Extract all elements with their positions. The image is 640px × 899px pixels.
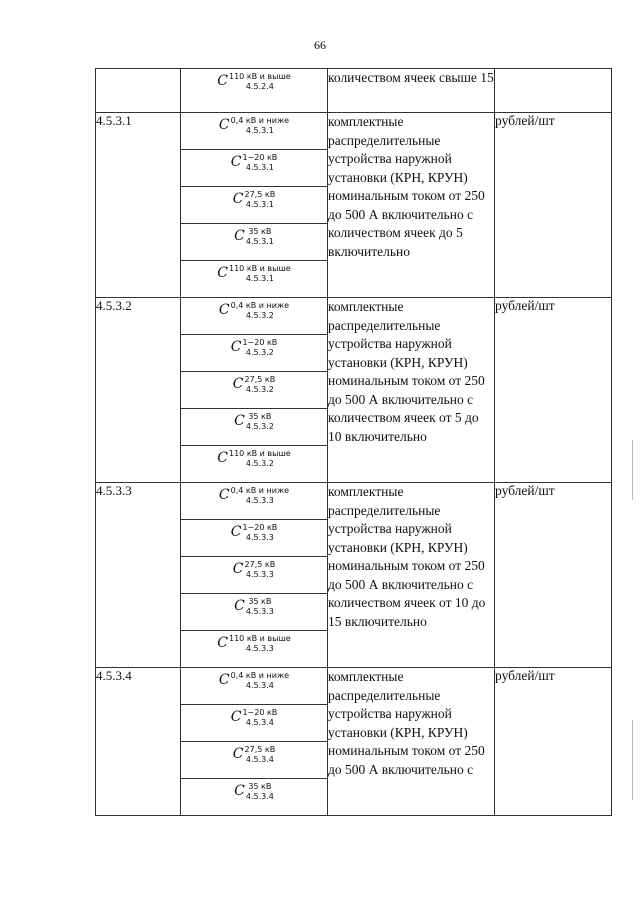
formula-cell xyxy=(181,779,328,816)
code-cell: 4.5.3.1 xyxy=(96,113,181,298)
formula-base: C xyxy=(218,117,230,133)
formula xyxy=(231,335,278,357)
formula xyxy=(219,298,289,320)
unit-cell: рублей/шт xyxy=(495,483,612,668)
formula xyxy=(219,668,289,690)
formula-base: C xyxy=(232,746,244,762)
formula-superscript: 0,4 кВ и ниже xyxy=(230,671,290,680)
formula-base: C xyxy=(230,524,242,540)
formula-cell xyxy=(181,705,328,742)
formula-cell xyxy=(181,113,328,150)
formula-superscript: 27,5 кВ xyxy=(244,745,276,754)
formula-cell xyxy=(181,742,328,779)
formula-cell xyxy=(181,668,328,705)
table-row-continuation xyxy=(96,69,612,113)
formula xyxy=(219,113,289,135)
formula-superscript: 35 кВ xyxy=(248,227,272,236)
formula-subscript: 4.5.3.4 xyxy=(245,755,274,764)
formula-cell xyxy=(181,520,328,557)
formula-subscript: 4.5.3.2 xyxy=(245,459,274,468)
formula-subscript: 4.5.3.1 xyxy=(245,237,274,246)
formula-subscript: 4.5.3.1 xyxy=(245,163,274,172)
formula-superscript: 110 кВ и выше xyxy=(229,634,291,643)
description-cell: комплектные распределительные устройства наружной установки (КРН, КРУН) номинальным током от 250 до 500 А включительно с количеством ячеек от 5 до 10 включительно xyxy=(328,298,495,483)
formula-subscript: 4.5.3.2 xyxy=(245,348,274,357)
formula-base: C xyxy=(217,73,228,89)
formula-subscript: 4.5.3.1 xyxy=(245,274,274,283)
formula-cell xyxy=(181,335,328,372)
formula-superscript: 35 кВ xyxy=(248,597,272,606)
formula xyxy=(234,409,274,431)
formula-superscript: 0,4 кВ и ниже xyxy=(230,486,290,495)
formula-subscript: 4.5.3.2 xyxy=(245,311,274,320)
formula-subscript: 4.5.3.3 xyxy=(245,496,274,505)
table-row xyxy=(96,298,612,335)
formula-superscript: 110 кВ и выше xyxy=(229,264,291,273)
formula-superscript: 35 кВ xyxy=(248,782,272,791)
tariff-table xyxy=(95,68,612,816)
unit-cell: рублей/шт xyxy=(495,668,612,816)
formula-superscript: 110 кВ и выше xyxy=(229,449,291,458)
formula xyxy=(217,631,290,653)
formula-subscript: 4.5.3.3 xyxy=(245,644,274,653)
formula-subscript: 4.5.3.2 xyxy=(245,422,274,431)
formula-base: C xyxy=(218,487,230,503)
formula-base: C xyxy=(230,154,242,170)
formula-superscript: 1−20 кВ xyxy=(242,523,278,532)
description-cell: количеством ячеек свыше 15 xyxy=(328,69,495,113)
formula-cell xyxy=(181,631,328,668)
scan-margin-line xyxy=(632,440,633,500)
formula-superscript: 35 кВ xyxy=(248,412,272,421)
formula xyxy=(234,594,274,616)
formula-cell xyxy=(181,446,328,483)
formula-cell xyxy=(181,483,328,520)
code-cell xyxy=(96,69,181,113)
formula-base: C xyxy=(230,709,242,725)
formula-base: C xyxy=(217,265,228,281)
formula xyxy=(233,557,275,579)
formula-subscript: 4.5.3.4 xyxy=(245,681,274,690)
code-cell: 4.5.3.2 xyxy=(96,298,181,483)
formula-cell xyxy=(181,187,328,224)
formula-superscript: 1−20 кВ xyxy=(242,338,278,347)
formula-subscript: 4.5.3.3 xyxy=(245,533,274,542)
unit-cell: рублей/шт xyxy=(495,113,612,298)
formula-base: C xyxy=(230,339,242,355)
code-cell: 4.5.3.4 xyxy=(96,668,181,816)
description-cell: комплектные распределительные устройства наружной установки (КРН, КРУН) номинальным током от 250 до 500 А включительно с xyxy=(328,668,495,816)
formula xyxy=(231,705,278,727)
unit-cell: рублей/шт xyxy=(495,298,612,483)
code-cell: 4.5.3.3 xyxy=(96,483,181,668)
formula-cell xyxy=(181,224,328,261)
formula-subscript: 4.5.3.4 xyxy=(245,718,274,727)
formula-base: C xyxy=(217,450,228,466)
formula-superscript: 110 кВ и выше xyxy=(229,72,291,81)
table-body xyxy=(96,69,612,816)
formula xyxy=(233,372,275,394)
formula-base: C xyxy=(217,635,228,651)
formula-base: C xyxy=(234,413,245,429)
formula-cell xyxy=(181,150,328,187)
table-row xyxy=(96,668,612,705)
formula xyxy=(231,520,278,542)
formula-cell xyxy=(181,372,328,409)
formula-cell xyxy=(181,594,328,631)
formula-base: C xyxy=(218,302,230,318)
formula-base: C xyxy=(234,783,245,799)
formula-subscript: 4.5.3.3 xyxy=(245,607,274,616)
formula-subscript: 4.5.3.3 xyxy=(245,570,274,579)
formula-superscript: 1−20 кВ xyxy=(242,153,278,162)
formula xyxy=(217,69,290,91)
formula xyxy=(233,742,275,764)
formula-superscript: 0,4 кВ и ниже xyxy=(230,301,290,310)
description-cell: комплектные распределительные устройства наружной установки (КРН, КРУН) номинальным током от 250 до 500 А включительно с количеством ячеек от 10 до 15 включительно xyxy=(328,483,495,668)
formula-superscript: 0,4 кВ и ниже xyxy=(230,116,290,125)
formula xyxy=(231,150,278,172)
formula-superscript: 27,5 кВ xyxy=(244,560,276,569)
formula-base: C xyxy=(232,561,244,577)
formula xyxy=(217,446,290,468)
formula-subscript: 4.5.3.2 xyxy=(245,385,274,394)
formula xyxy=(233,187,275,209)
formula xyxy=(234,779,274,801)
formula-base: C xyxy=(232,191,244,207)
formula-cell xyxy=(181,557,328,594)
formula-subscript: 4.5.3.1 xyxy=(245,126,274,135)
formula-superscript: 27,5 кВ xyxy=(244,190,276,199)
page-number: 66 xyxy=(314,38,326,52)
formula-cell xyxy=(181,69,328,113)
formula-subscript: 4.5.2.4 xyxy=(245,82,274,91)
formula-cell xyxy=(181,409,328,446)
description-cell: комплектные распределительные устройства наружной установки (КРН, КРУН) номинальным током от 250 до 500 А включительно с количеством ячеек до 5 включительно xyxy=(328,113,495,298)
formula-superscript: 1−20 кВ xyxy=(242,708,278,717)
formula xyxy=(219,483,289,505)
formula-base: C xyxy=(234,228,245,244)
formula-base: C xyxy=(234,598,245,614)
formula xyxy=(217,261,290,283)
formula-cell xyxy=(181,298,328,335)
unit-cell xyxy=(495,69,612,113)
formula xyxy=(234,224,274,246)
table-row xyxy=(96,483,612,520)
formula-base: C xyxy=(232,376,244,392)
scan-margin-line xyxy=(632,720,633,800)
formula-cell xyxy=(181,261,328,298)
formula-subscript: 4.5.3.1 xyxy=(245,200,274,209)
formula-base: C xyxy=(218,672,230,688)
formula-subscript: 4.5.3.4 xyxy=(245,792,274,801)
formula-superscript: 27,5 кВ xyxy=(244,375,276,384)
table-row xyxy=(96,113,612,150)
